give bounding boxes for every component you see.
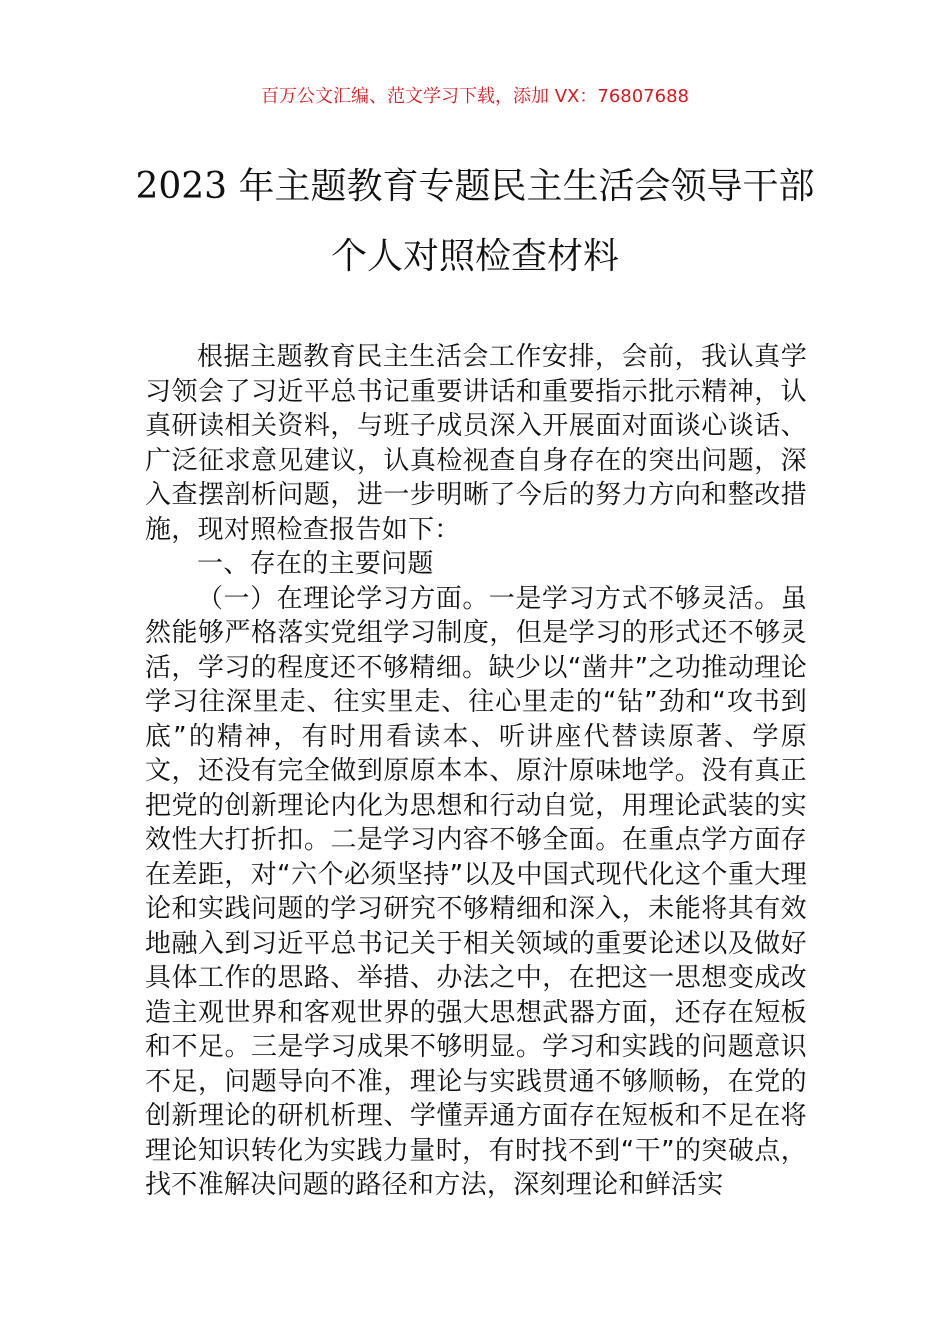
section-heading-problems: 一、存在的主要问题	[197, 549, 434, 579]
document-body	[145, 340, 807, 1203]
intro-paragraph: 根据主题教育民主生活会工作安排，会前，我认真学习领会了习近平总书记重要讲话和重要指示批示精神，认真研读相关资料，与班子成员深入开展面对面谈心谈话、广泛征求意见建议，认真检视查自身存在的突出问题，深入查摆剖析问题，进一步明晰了今后的努力方向和整改措施，现对照检查报告如下：	[145, 342, 807, 545]
document-title	[100, 152, 850, 292]
document-title-line-2: 个人对照检查材料	[330, 236, 619, 277]
theory-study-paragraph: （一）在理论学习方面。一是学习方式不够灵活。虽然能够严格落实党组学习制度，但是学习的形式还不够灵活，学习的程度还不够精细。缺少以“凿井”之功推动理论学习往深里走、往实里走、往心里走的“钻”劲和“攻书到底”的精神，有时用看读本、听讲座代替读原著、学原文，还没有完全做到原原本本、原汁原味地学。没有真正把党的创新理论内化为思想和行动自觉，用理论武装的实效性大打折扣。二是学习内容不够全面。在重点学方面存在差距，对“六个必须坚持”以及中国式现代化这个重大理论和实践问题的学习研究不够精细和深入，未能将其有效地融入到习近平总书记关于相关领域的重要论述以及做好具体工作的思路、举措、办法之中，在把这一思想变成改造主观世界和客观世界的强大思想武器方面，还存在短板和不足。三是学习成果不够明显。学习和实践的问题意识不足，问题导向不准，理论与实践贯通不够顺畅，在党的创新理论的研机析理、学懂弄通方面存在短板和不足在将理论知识转化为实践力量时，有时找不到“干”的突破点，找不准解决问题的路径和方法，深刻理论和鲜活实	[145, 583, 807, 1200]
document-title-line-1: 2023 年主题教育专题民主生活会领导干部	[135, 166, 815, 207]
header-watermark-note: 百万公文汇编、范文学习下载，添加 VX：76807688	[261, 86, 689, 107]
